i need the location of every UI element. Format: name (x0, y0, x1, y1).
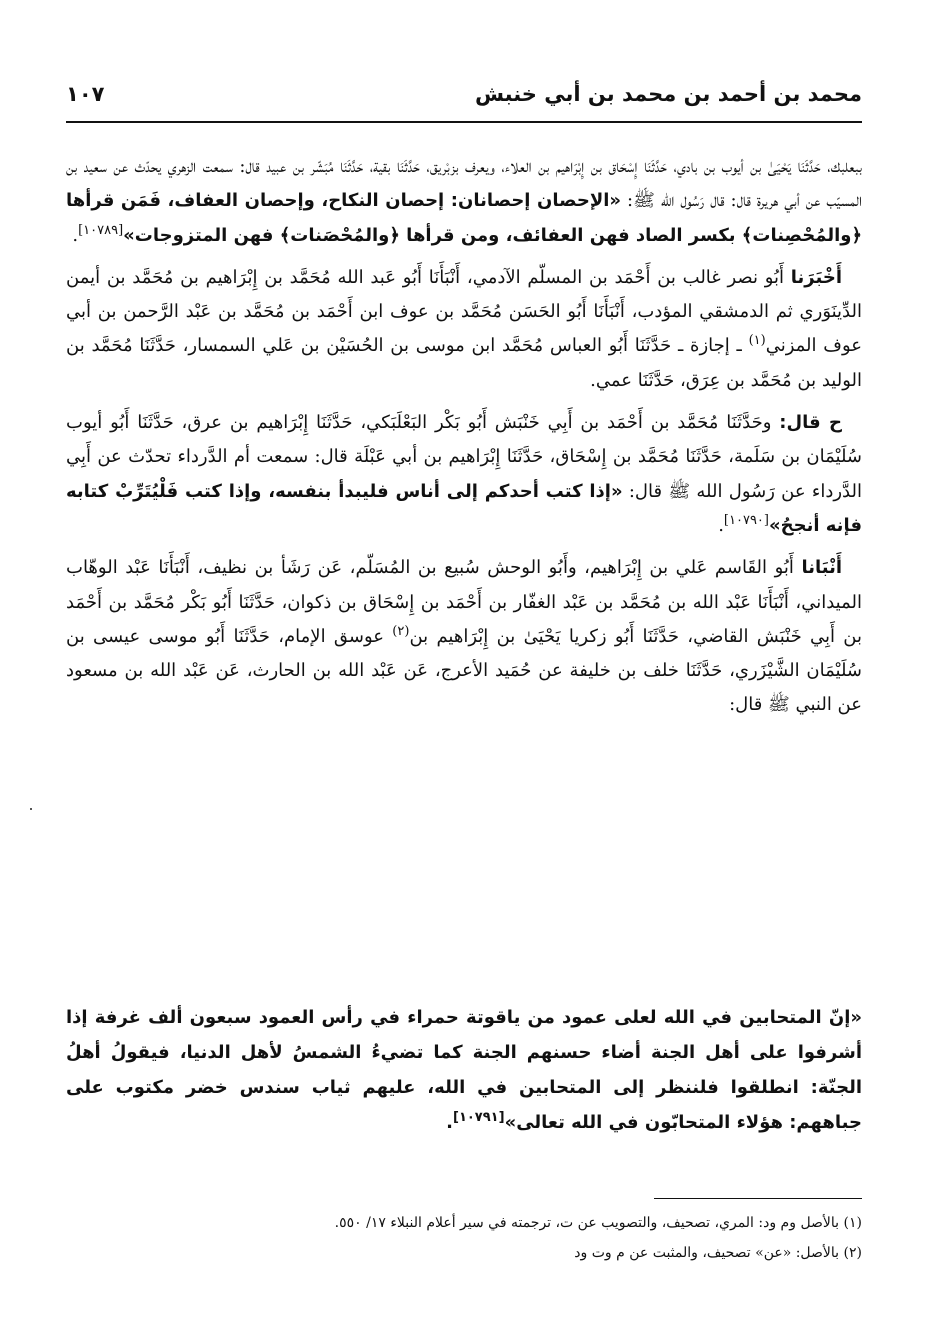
hadith-block: «إنّ المتحابين في الله لعلى عمود من ياقوتة حمراء في رأس العمود سبعون ألف غرفة إذا أشرفوا على أهل الجنة أضاء حسنهم الجنة كما تضيءُ الشمسُ لأهل الدنيا، فيقولُ أهلُ الجنّة: انطلقوا فلننظر إلى المتحابين في الله، عليهم ثياب سندس خضر مكتوب على جباههم: هؤلاء المتحابّون في الله تعالى»[١٠٧٩١]. (66, 1007, 862, 1133)
footnote-1-text: بالأصل وم ود: المري، تصحيف، والتصويب عن ت، ترجمته في سير أعلام النبلاء ١٧/ ٥٥٠. (334, 1215, 844, 1231)
isnad-marker-anbana: أَنْبَانا (801, 557, 843, 579)
paragraph-2-text: أَبُو نصر غالب بن أَحْمَد بن المسلّم الآدمي، أَنْبَأَنَا أَبُو عَبد الله مُحَمَّد بن إِبْرَاهيم بن مُحَمَّد بن أيمن الدِّينَوَري ثم الدمشقي المؤدب، أَنْبَأَنَا أَبُو الحَسَن مُحَمَّد بن عوف ابن أَحْمَد بن مُحَمَّد بن عَبْد الرَّحمن بن أبي عوف المزني (66, 266, 862, 357)
running-title: محمد بن أحمد بن محمد بن أبي خنبش (474, 82, 862, 106)
footnote-2-text: بالأصل: «عن» تصحيف، والمثبت عن م وت ود (574, 1245, 844, 1261)
paragraph-3: ح قال: وحَدَّثَنَا مُحَمَّد بن أَحْمَد بن أَبِي خَنْبَش أَبُو بَكْر البَعْلَبَكي، حَدَّثَنَا إِبْرَاهيم بن عرق، حَدَّثَنَا أَبُو أيوب سُلَيْمَان بن سَلَمة، حَدَّثَنَا مُحَمَّد بن إِسْحَاق، حَدَّثَنَا إِبْرَاهيم بن أبي عَبْلَة قال: سمعت أم الدَّرداء تحدّث عن أَبِي الدَّرداء عن رَسُول الله ﷺ قال: «إذا كتب أحدكم إلى أناس فليبدأ بنفسه، وإذا كتب فَلْيُتَرِّبْ كتابه فإنه أنجحُ»[١٠٧٩٠]. (66, 412, 862, 536)
footnote-1 (66, 1208, 862, 1238)
hadith-number-3: [١٠٧٩١] (452, 1110, 505, 1125)
paragraph-4-text: أَبُو القَاسم عَلي بن إِبْرَاهيم، وأَبُو الوحش سُبيع بن المُسَلّم، عَن رَشَأ بن نظيف، أَنْبَأَنَا عَبْد الوهّاب الميداني، أَنْبَأَنَا عَبْد الله بن مُحَمَّد بن عَبْد الغفّار بن أَحْمَد بن إِسْحَاق بن ذكوان، حَدَّثَنَا أَبُو بَكْر مُحَمَّد بن أَحْمَد بن أَبِي خَنْبَش القاضي، حَدَّثَنَا أَبُو زكريا يَحْيَىٰ بن إِبْرَاهيم بن (66, 557, 863, 647)
isnad-marker-akhbarana: أَخْبَرَنا (790, 266, 842, 288)
footnote-1-number: (١) (843, 1215, 862, 1231)
footnote-rule (654, 1198, 862, 1199)
paragraph-3-text: وحَدَّثَنَا مُحَمَّد بن أَحْمَد بن أَبِي خَنْبَش أَبُو بَكْر البَعْلَبَكي، حَدَّثَنَا إِبْرَاهيم بن عرق، حَدَّثَنَا أَبُو أيوب سُلَيْمَان بن سَلَمة، حَدَّثَنَا مُحَمَّد بن إِسْحَاق، حَدَّثَنَا إِبْرَاهيم بن أبي عَبْلَة قال: سمعت أم الدَّرداء تحدّث عن أَبِي الدَّرداء عن رَسُول الله ﷺ قال: (66, 412, 862, 502)
paragraph-1-text: ببعلبك، حَدَّثَنَا يَحْيَىٰ بن أيوب بن بادي، حَدَّثَنَا إِسْحَاق بن إِبْرَاهيم بن العلاء، ويعرف بزبْريق، حَدَّثَنَا بقية، حَدَّثَنَا مُبَشّر بن عبيد قال: سمعت الزهري يحدّث عن سعيد بن المسيّب عن أبي هريرة قال: قال رَسُول الله ﷺ: (66, 156, 862, 212)
footnote-ref-2: (٢) (392, 623, 410, 639)
paragraph-4-text-b: عوسق الإمام، حَدَّثَنَا أَبُو موسى عيسى بن سُلَيْمَان الشَّيْزَري، حَدَّثَنَا خلف بن خليفة عن حُمَيد الأعرج، عَن عَبْد الله بن الحارث، عَن عَبْد الله بن مسعود عن النبي ﷺ قال: (66, 625, 863, 716)
hadith-number-1: [١٠٧٨٩] (78, 222, 124, 238)
paragraph-4 (66, 551, 862, 722)
footnote-ref-1: (١) (748, 333, 766, 349)
footnote-2 (66, 1238, 862, 1268)
page-number: ١٠٧ (66, 82, 105, 106)
header-rule (66, 121, 862, 123)
hadith-text-1: «الإحصان إحصانان: إحصان النكاح، وإحصان العفاف، فَمَن قرأها ﴿والمُحْصِنات﴾ بكسر الصاد فهن العفائف، ومن قرأها ﴿والمُحْصَنات﴾ فهن المتزوجات» (66, 190, 862, 246)
main-text (66, 150, 862, 731)
footnote-2-number: (٢) (843, 1245, 862, 1261)
isnad-marker-ha: ح قال: (779, 412, 842, 434)
hadith-text-3: «إنّ المتحابين في الله لعلى عمود من ياقوتة حمراء في رأس العمود سبعون ألف غرفة إذا أشرفوا على أهل الجنة أضاء حسنهم الجنة كما تضيءُ الشمسُ لأهل الدنيا، فيقولُ أهلُ الجنّة: انطلقوا فلننظر إلى المتحابين في الله، عليهم ثياب سندس خضر مكتوب على جباههم: هؤلاء المتحابّون في الله تعالى» (66, 1007, 862, 1133)
paragraph-1: ببعلبك، حَدَّثَنَا يَحْيَىٰ بن أيوب بن بادي، حَدَّثَنَا إِسْحَاق بن إِبْرَاهيم بن العلاء، ويعرف بزبْريق، حَدَّثَنَا بقية، حَدَّثَنَا مُبَشّر بن عبيد قال: سمعت الزهري يحدّث عن سعيد بن المسيّب عن أبي هريرة قال: قال رَسُول الله ﷺ: «الإحصان إحصانان: إحصان النكاح، وإحصان العفاف، فَمَن قرأها ﴿والمُحْصِنات﴾ بكسر الصاد فهن العفائف، ومن قرأها ﴿والمُحْصَنات﴾ فهن المتزوجات»[١٠٧٨٩]. (66, 156, 862, 246)
paragraph-2-text-b: ـ إجازة ـ حَدَّثَنَا أَبُو العباس مُحَمَّد ابن موسى بن الحُسَيْن بن عَلي السمسار، حَدَّثَنَا مُحَمَّد بن الوليد بن مُحَمَّد بن عِرَق، حَدَّثَنَا عمي. (66, 335, 862, 391)
hadith-number-2: [١٠٧٩٠] (723, 512, 769, 528)
scan-speck (30, 808, 32, 810)
page-header (66, 82, 862, 118)
footnotes (66, 1208, 862, 1268)
hadith-text-2: «إذا كتب أحدكم إلى أناس فليبدأ بنفسه، وإذا كتب فَلْيُتَرِّبْ كتابه فإنه أنجحُ» (66, 480, 862, 536)
paragraph-2 (66, 261, 862, 398)
